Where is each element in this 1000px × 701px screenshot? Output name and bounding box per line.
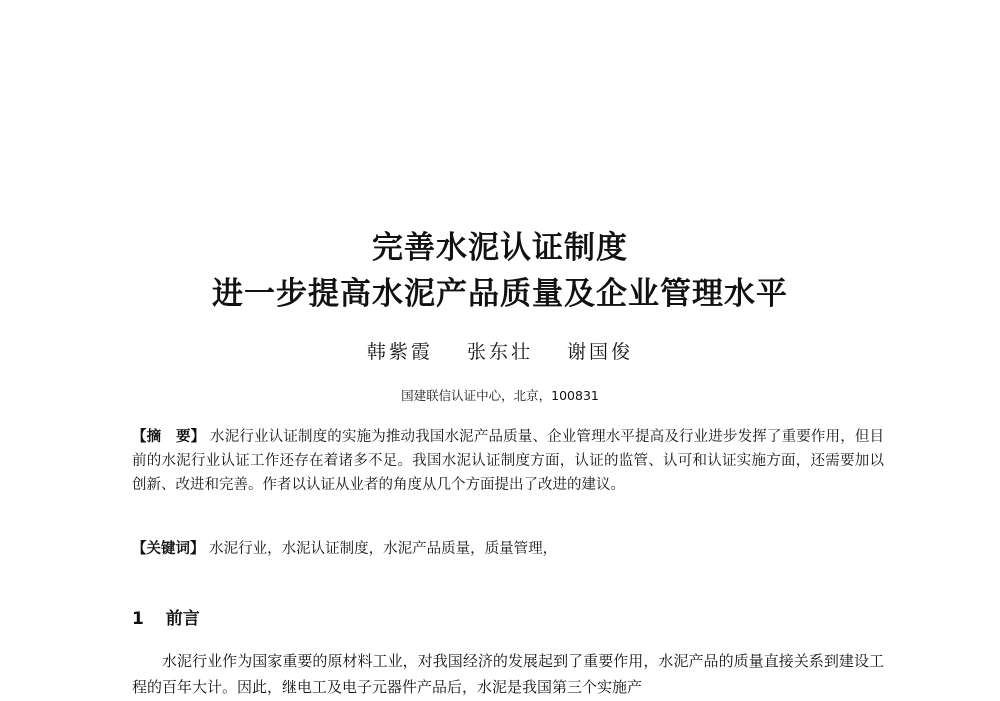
title-line-1: 完善水泥认证制度 [372, 230, 628, 266]
section-number: 1 [132, 609, 144, 629]
abstract [132, 425, 884, 497]
section-heading [132, 604, 200, 629]
body-paragraph: 水泥行业作为国家重要的原材料工业，对我国经济的发展起到了重要作用，水泥产品的质量直接关系到建设工程的百年大计。因此，继电工及电子元器件产品后，水泥是我国第三个实施产 [132, 652, 884, 696]
affiliation: 国建联信认证中心，北京，100831 [401, 388, 599, 403]
title-line-2: 进一步提高水泥产品质量及企业管理水平 [212, 276, 788, 312]
section-title: 前言 [165, 609, 200, 629]
keywords-label: 【关键词】 [132, 541, 205, 557]
author-list [0, 337, 1000, 364]
keywords [132, 537, 884, 561]
abstract-text: 水泥行业认证制度的实施为推动我国水泥产品质量、企业管理水平提高及行业进步发挥了重要作用，但目前的水泥行业认证工作还存在着诸多不足。我国水泥认证制度方面，认证的监管、认可和认证实施方面，还需要加以创新、改进和完善。作者以认证从业者的角度从几个方面提出了改进的建议。 [132, 429, 885, 493]
keywords-text: 水泥行业，水泥认证制度，水泥产品质量，质量管理， [209, 541, 558, 557]
paper-title [0, 225, 1000, 317]
author-name: 张东壮 [466, 341, 533, 363]
author-name: 韩紫霞 [366, 341, 433, 363]
author-name: 谢国俊 [567, 341, 634, 363]
abstract-label: 【摘 要】 [132, 429, 206, 445]
